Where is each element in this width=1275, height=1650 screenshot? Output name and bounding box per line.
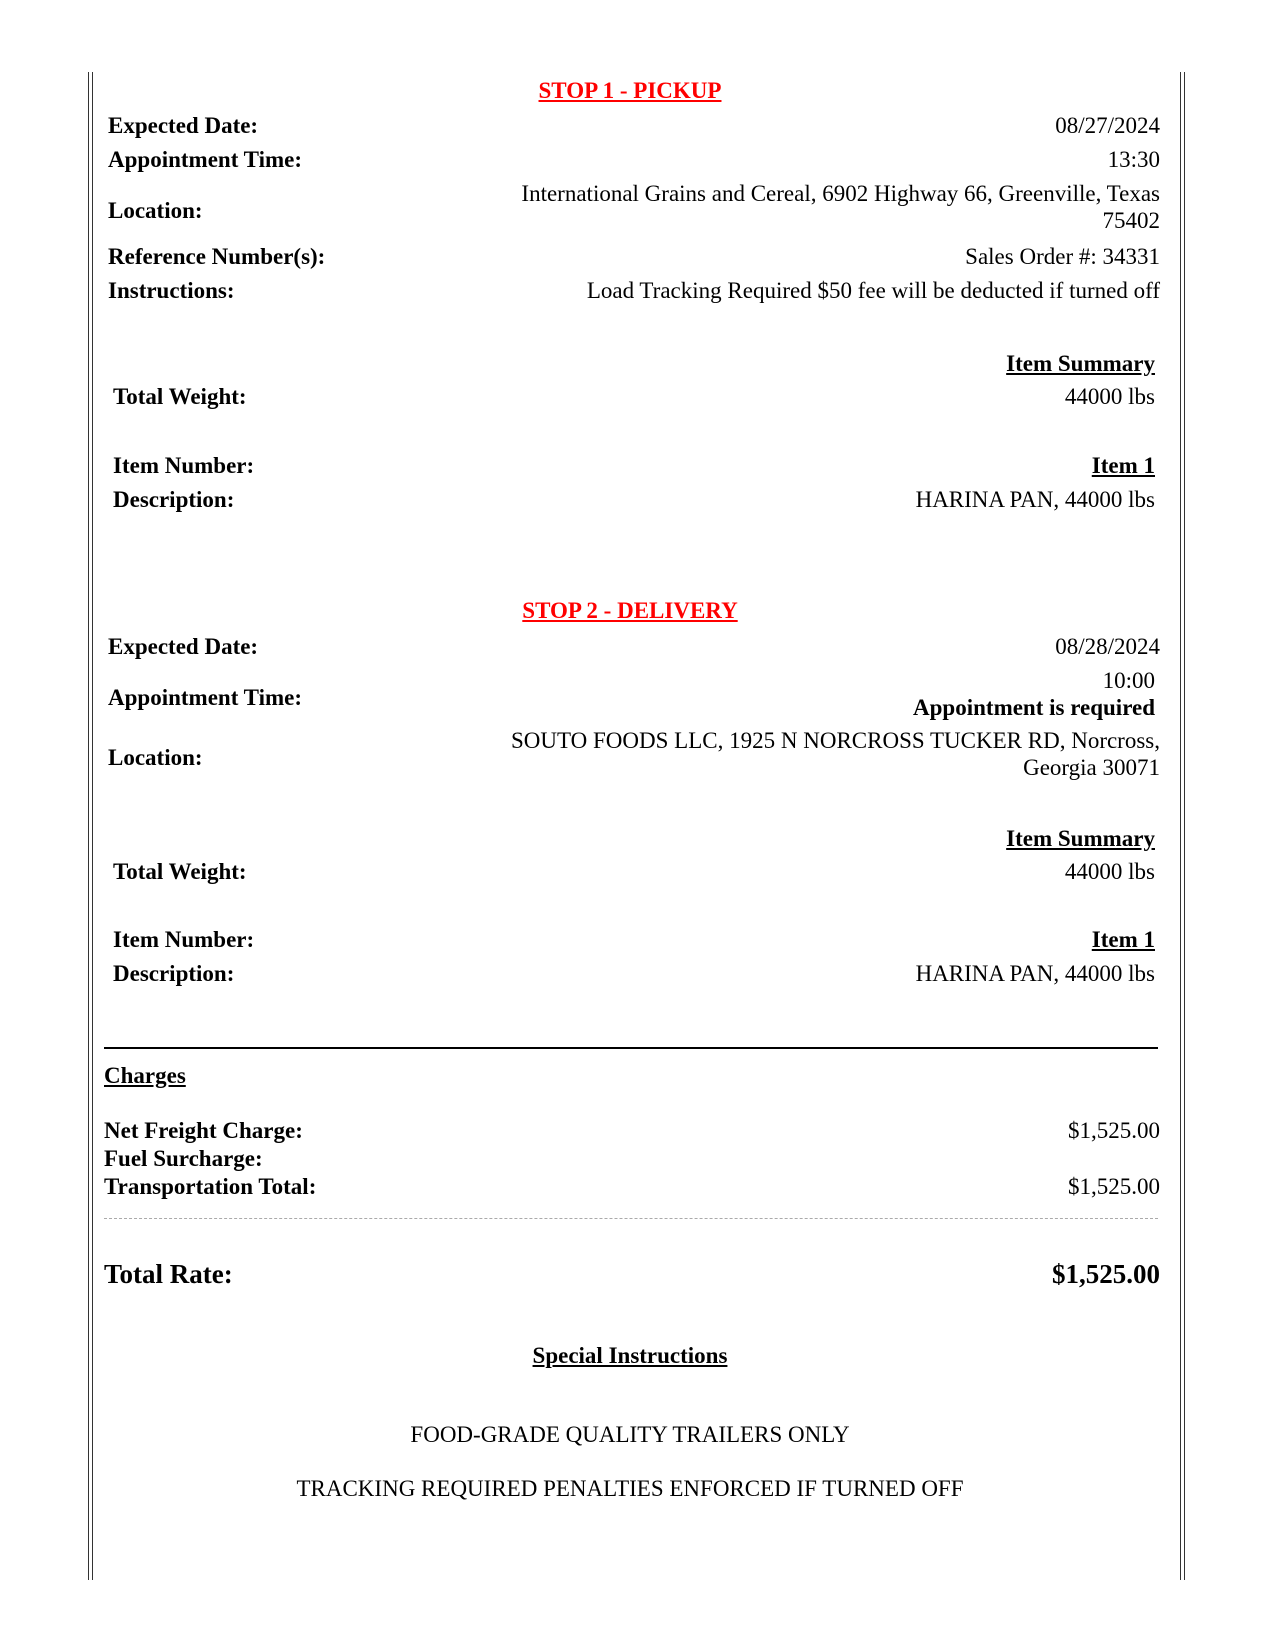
net-freight-label: Net Freight Charge: bbox=[104, 1118, 303, 1143]
stop2-description: HARINA PAN, 44000 lbs bbox=[915, 961, 1155, 986]
transportation-total-label: Transportation Total: bbox=[104, 1174, 317, 1199]
stop1-instructions-label: Instructions: bbox=[108, 278, 235, 303]
stop2-total-weight: 44000 lbs bbox=[1064, 859, 1155, 884]
special-instructions-heading: Special Instructions bbox=[532, 1343, 728, 1368]
stop1-total-weight-label: Total Weight: bbox=[113, 384, 247, 409]
stop1-item-number: Item 1 bbox=[1091, 453, 1155, 478]
special-instruction-line: FOOD-GRADE QUALITY TRAILERS ONLY bbox=[410, 1422, 850, 1447]
stop1-expected-date-label: Expected Date: bbox=[108, 113, 259, 138]
stop1-reference: Sales Order #: 34331 bbox=[965, 244, 1160, 269]
stop2-total-weight-label: Total Weight: bbox=[113, 859, 247, 884]
total-rate-value: $1,525.00 bbox=[1052, 1259, 1160, 1289]
stop2-location-line2: Georgia 30071 bbox=[1023, 755, 1160, 780]
stop1-location-label: Location: bbox=[108, 198, 203, 223]
stop2-location-line1: SOUTO FOODS LLC, 1925 N NORCROSS TUCKER RD, Norcross, bbox=[511, 728, 1160, 753]
stop2-item-number-label: Item Number: bbox=[113, 927, 255, 952]
stop1-expected-date: 08/27/2024 bbox=[1055, 113, 1160, 138]
stop2-appointment-note: Appointment is required bbox=[913, 695, 1155, 720]
fuel-surcharge-label: Fuel Surcharge: bbox=[104, 1146, 263, 1171]
stop1-item-number-label: Item Number: bbox=[113, 453, 255, 478]
net-freight-value: $1,525.00 bbox=[1068, 1118, 1160, 1143]
stop1-location-line1: International Grains and Cereal, 6902 Highway 66, Greenville, Texas bbox=[521, 181, 1160, 206]
total-rate-label: Total Rate: bbox=[104, 1259, 233, 1289]
stop1-description-label: Description: bbox=[113, 487, 235, 512]
stop1-reference-label: Reference Number(s): bbox=[108, 244, 326, 269]
special-instruction-line: TRACKING REQUIRED PENALTIES ENFORCED IF TURNED OFF bbox=[296, 1476, 964, 1501]
stop2-appointment-time-label: Appointment Time: bbox=[108, 685, 303, 710]
stop2-description-label: Description: bbox=[113, 961, 235, 986]
stop2-appointment-time: 10:00 bbox=[1102, 668, 1155, 693]
stop1-item-summary-heading: Item Summary bbox=[1006, 351, 1155, 376]
stop1-appointment-time: 13:30 bbox=[1107, 147, 1160, 172]
stop1-instructions: Load Tracking Required $50 fee will be deducted if turned off bbox=[586, 278, 1160, 303]
stop1-total-weight: 44000 lbs bbox=[1064, 384, 1155, 409]
stop1-description: HARINA PAN, 44000 lbs bbox=[915, 487, 1155, 512]
charges-divider bbox=[104, 1047, 1158, 1049]
stop2-expected-date: 08/28/2024 bbox=[1055, 634, 1160, 659]
stop1-appointment-time-label: Appointment Time: bbox=[108, 147, 303, 172]
transportation-total-value: $1,525.00 bbox=[1068, 1174, 1160, 1199]
charges-heading: Charges bbox=[104, 1063, 186, 1088]
stop2-location-label: Location: bbox=[108, 745, 203, 770]
stop2-item-number: Item 1 bbox=[1091, 927, 1155, 952]
stop2-item-summary-heading: Item Summary bbox=[1006, 826, 1155, 851]
stop1-title: STOP 1 - PICKUP bbox=[538, 78, 722, 103]
stop1-location-line2: 75402 bbox=[1102, 208, 1160, 233]
charges-dashed-divider bbox=[104, 1218, 1158, 1219]
stop2-title: STOP 2 - DELIVERY bbox=[522, 598, 738, 623]
stop2-expected-date-label: Expected Date: bbox=[108, 634, 259, 659]
